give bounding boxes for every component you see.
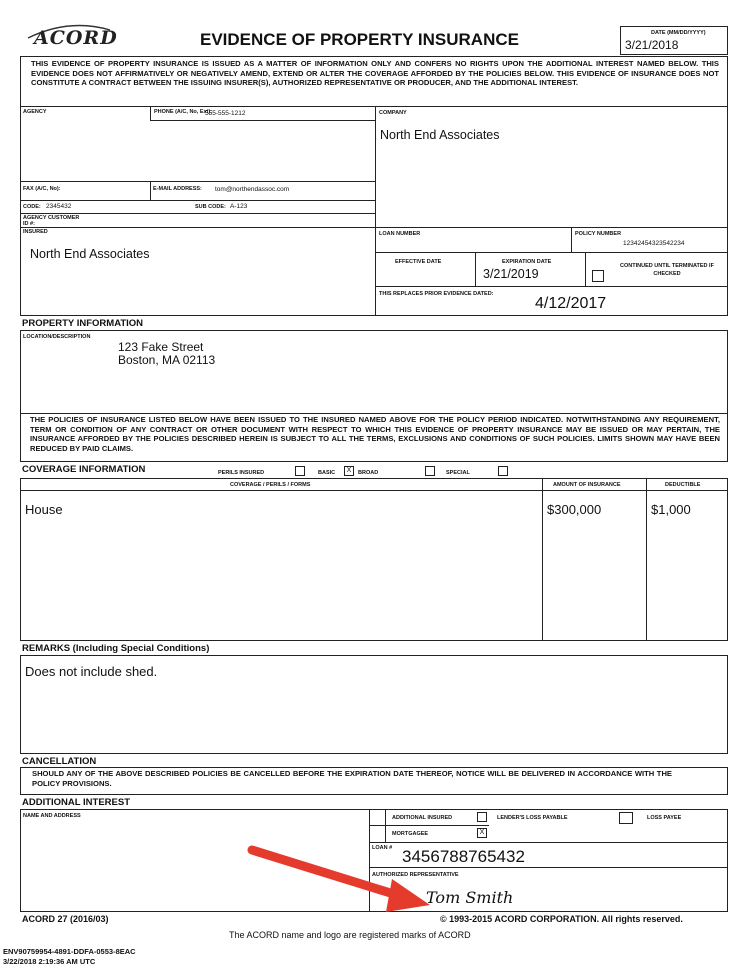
remarks-text: Does not include shed. — [25, 664, 158, 679]
trademark: The ACORD name and logo are registered marks of ACORD — [229, 930, 471, 940]
customer-id-label: AGENCY CUSTOMER ID #: — [23, 215, 80, 227]
replaces-label: THIS REPLACES PRIOR EVIDENCE DATED: — [379, 291, 494, 297]
doc-id: ENV90759954-4891-DDFA-0553-8EAC — [3, 947, 136, 956]
policy-number-value: 12342454323542234 — [623, 240, 685, 247]
code-value: 2345432 — [46, 203, 72, 210]
insured-label: INSURED — [23, 229, 48, 235]
name-address-label: NAME AND ADDRESS — [23, 813, 81, 819]
loan-number-value: 3456788765432 — [402, 847, 525, 866]
basic-label: BASIC — [318, 470, 336, 476]
coverage-row-deductible: $1,000 — [651, 502, 691, 517]
address-line1: 123 Fake Street — [118, 340, 204, 354]
additional-interest-title: ADDITIONAL INTEREST — [22, 797, 131, 808]
policy-number-label: POLICY NUMBER — [575, 231, 622, 237]
email-value: tom@northendassoc.com — [215, 186, 290, 193]
authorized-label: AUTHORIZED REPRESENTATIVE — [372, 872, 459, 878]
copyright: © 1993-2015 ACORD CORPORATION. All rights reserved. — [440, 914, 683, 924]
coverage-row-amount: $300,000 — [547, 502, 602, 517]
form-id: ACORD 27 (2016/03) — [22, 914, 109, 924]
remarks-section-title: REMARKS (Including Special Conditions) — [22, 643, 210, 654]
timestamp: 3/22/2018 2:19:36 AM UTC — [3, 957, 96, 966]
date-value: 3/21/2018 — [625, 38, 679, 52]
coverage-section-title: COVERAGE INFORMATION — [22, 464, 146, 475]
policies-notice-text: THE POLICIES OF INSURANCE LISTED BELOW HAVE BEEN ISSUED TO THE INSURED NAMED ABOVE FOR THE POLICY PERIOD INDICATED. NOTWITHSTANDING ANY REQUIREMENT, TERM OR CONDITION OF ANY CONTRACT OR OTHER DOCUMENT WITH RESPECT TO WHICH THIS EVIDENCE OF PROPERTY INSURANCE MAY BE ISSUED OR MAY PERTAIN, THE INSURANCE AFFORDED BY THE POLICIES DESCRIBED HEREIN IS SUBJECT TO ALL THE TERMS, EXCLUSIONS AND CONDITIONS OF SUCH POLICIES. LIMITS SHOWN MAY HAVE BEEN REDUCED BY PAID CLAIMS. — [30, 415, 720, 453]
loan-label: LOAN # — [372, 845, 393, 851]
continued-label: CONTINUED UNTIL TERMINATED IF CHECKED — [620, 263, 714, 277]
phone-value: 555-555-1212 — [205, 110, 246, 117]
subcode-label: SUB CODE: — [195, 204, 226, 210]
col-deductible-header: DEDUCTIBLE — [665, 482, 701, 488]
loss-payee-label: LOSS PAYEE — [647, 815, 682, 821]
insured-name: North End Associates — [30, 247, 150, 261]
special-label: SPECIAL — [446, 470, 470, 476]
phone-label: PHONE (A/C, No, Ext): — [154, 109, 213, 115]
subcode-value: A-123 — [230, 203, 248, 210]
mortgagee-label: MORTGAGEE — [392, 831, 429, 837]
code-label: CODE: — [23, 204, 41, 210]
col-forms-header: COVERAGE / PERILS / FORMS — [230, 482, 311, 488]
loan-number-label: LOAN NUMBER — [379, 231, 421, 237]
expiration-date-label: EXPIRATION DATE — [502, 259, 552, 265]
location-label: LOCATION/DESCRIPTION — [23, 334, 91, 340]
effective-date-label: EFFECTIVE DATE — [395, 259, 442, 265]
date-label: DATE (MM/DD/YYYY) — [651, 30, 706, 36]
cancellation-text: SHOULD ANY OF THE ABOVE DESCRIBED POLICIES BE CANCELLED BEFORE THE EXPIRATION DATE THEREOF, NOTICE WILL BE DELIVERED IN ACCORDANCE WITH THE POLICY PROVISIONS. — [32, 769, 672, 788]
lenders-loss-label: LENDER'S LOSS PAYABLE — [497, 815, 568, 821]
perils-label: PERILS INSURED — [218, 470, 265, 476]
form-title: EVIDENCE OF PROPERTY INSURANCE — [200, 30, 519, 49]
address-line2: Boston, MA 02113 — [118, 353, 216, 367]
additional-insured-label: ADDITIONAL INSURED — [392, 815, 453, 821]
broad-checkbox[interactable]: X — [344, 466, 354, 476]
signature: Tom Smith — [426, 888, 514, 907]
mortgagee-checkbox[interactable]: X — [477, 828, 487, 838]
coverage-row-forms: House — [25, 502, 63, 517]
fax-label: FAX (A/C, No): — [23, 186, 61, 192]
cancellation-section-title: CANCELLATION — [22, 756, 97, 767]
company-name: North End Associates — [380, 128, 500, 142]
col-amount-header: AMOUNT OF INSURANCE — [553, 482, 621, 488]
expiration-date-value: 3/21/2019 — [483, 267, 539, 281]
company-label: COMPANY — [379, 110, 407, 116]
property-section-title: PROPERTY INFORMATION — [22, 318, 144, 329]
email-label: E-MAIL ADDRESS: — [153, 186, 202, 192]
disclaimer-text: THIS EVIDENCE OF PROPERTY INSURANCE IS ISSUED AS A MATTER OF INFORMATION ONLY AND CONFERS NO RIGHTS UPON THE ADDITIONAL INTEREST NAMED BELOW. THIS EVIDENCE DOES NOT AFFIRMATIVELY OR NEGATIVELY AMEND, EXTEND OR ALTER THE COVERAGE AFFORDED BY THE POLICIES BELOW. THIS EVIDENCE OF INSURANCE DOES NOT CONSTITUTE A CONTRACT BETWEEN THE ISSUING INSURER(S), AUTHORIZED REPRESENTATIVE OR PRODUCER, AND THE ADDITIONAL INTEREST. — [31, 59, 719, 88]
broad-label: BROAD — [358, 470, 379, 476]
replaces-date-value: 4/12/2017 — [535, 295, 607, 312]
agency-label: AGENCY — [23, 109, 47, 115]
logo-text: ACORD — [34, 27, 118, 49]
